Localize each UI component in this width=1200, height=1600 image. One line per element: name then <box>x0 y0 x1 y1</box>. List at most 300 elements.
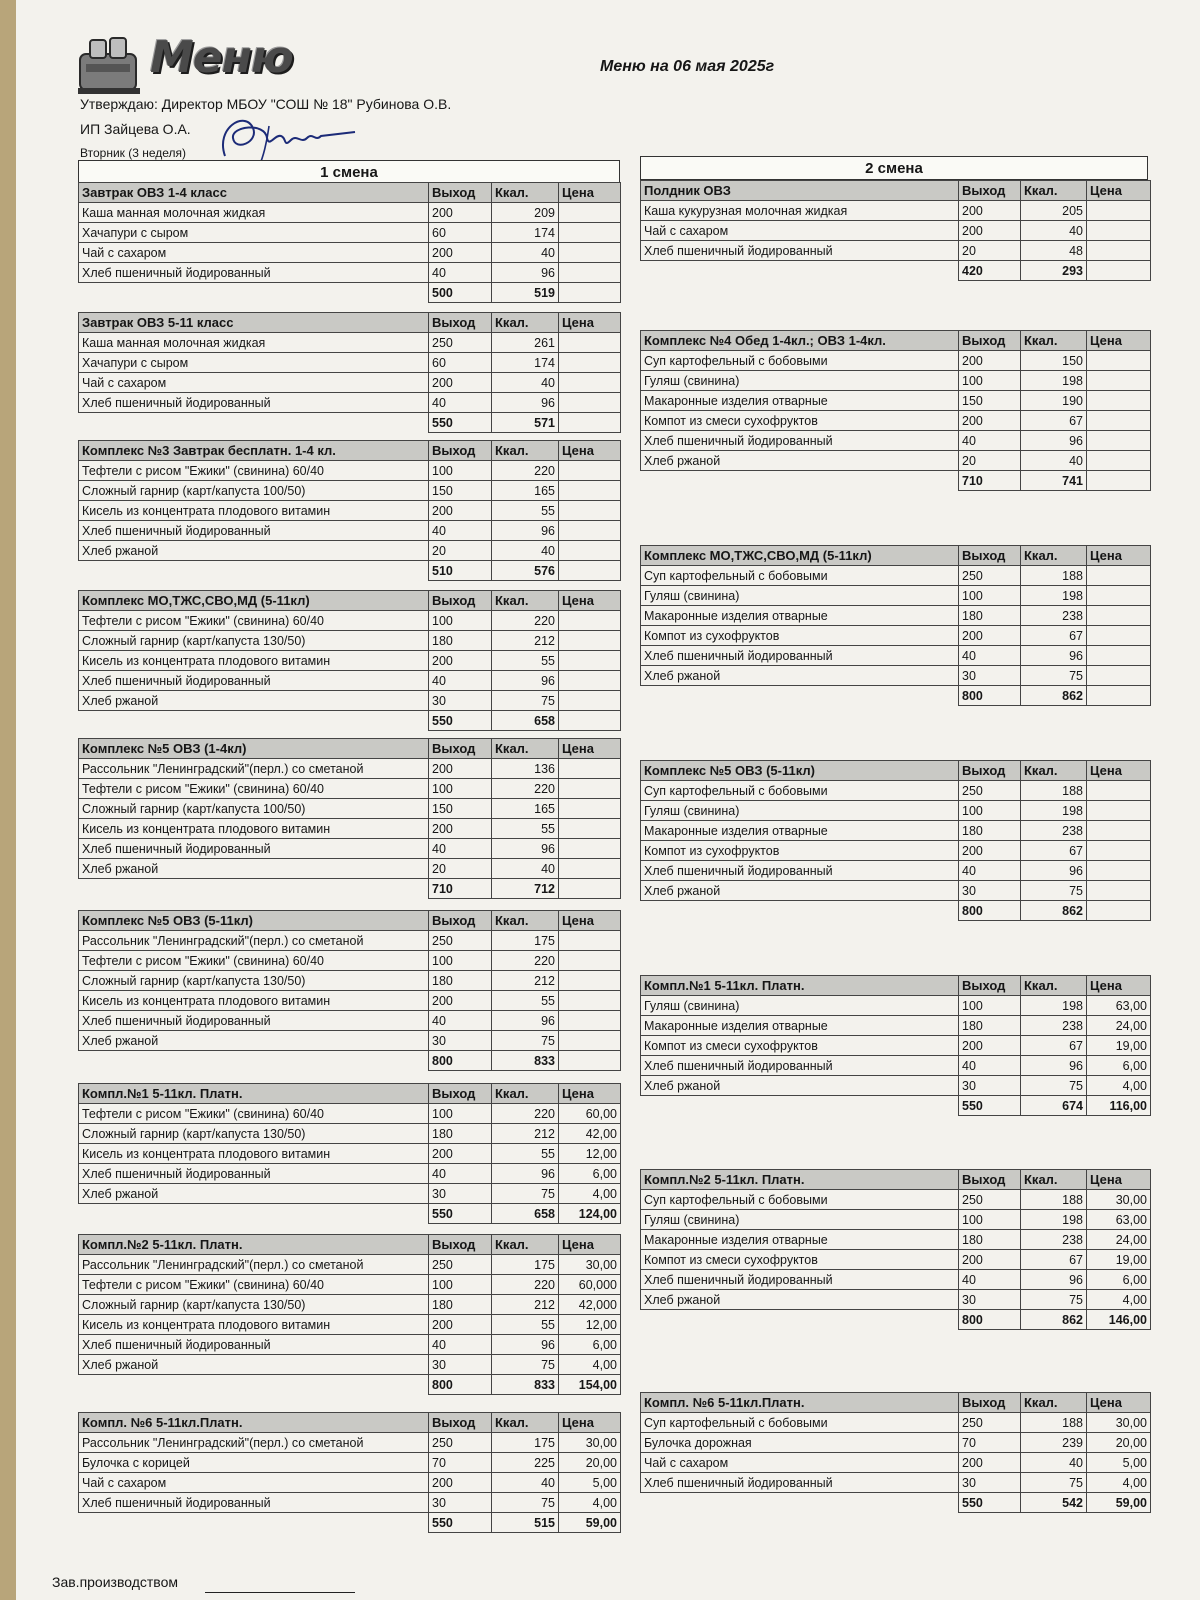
total-yield: 500 <box>429 283 492 303</box>
price-header: Цена <box>1087 1393 1151 1413</box>
dish-kcal: 175 <box>492 931 559 951</box>
dish-kcal: 205 <box>1021 201 1087 221</box>
total-price <box>1087 261 1151 281</box>
dish-price: 63,00 <box>1087 1210 1151 1230</box>
dish-yield: 100 <box>429 951 492 971</box>
table-row <box>641 626 1151 646</box>
dish-price: 4,00 <box>559 1184 621 1204</box>
table-row <box>79 971 621 991</box>
table-row <box>79 263 621 283</box>
dish-name: Суп картофельный с бобовыми <box>641 1190 959 1210</box>
dish-name: Макаронные изделия отварные <box>641 606 959 626</box>
dish-kcal: 220 <box>492 1275 559 1295</box>
dish-kcal: 96 <box>492 393 559 413</box>
dish-price <box>559 1031 621 1051</box>
block-title: Компл. №6 5-11кл.Платн. <box>79 1413 429 1433</box>
yield-header: Выход <box>959 761 1021 781</box>
table-row <box>641 996 1151 1016</box>
dish-kcal: 48 <box>1021 241 1087 261</box>
price-header: Цена <box>559 591 621 611</box>
dish-name: Рассольник "Ленинградский"(перл.) со сметаной <box>79 931 429 951</box>
dish-kcal: 188 <box>1021 1413 1087 1433</box>
total-kcal: 542 <box>1021 1493 1087 1513</box>
dish-price <box>559 333 621 353</box>
price-header: Цена <box>559 313 621 333</box>
total-kcal: 658 <box>492 711 559 731</box>
dish-name: Хлеб пшеничный йодированный <box>641 1473 959 1493</box>
dish-price <box>1087 821 1151 841</box>
menu-block <box>78 1412 621 1533</box>
total-spacer <box>79 1513 429 1533</box>
menu-table <box>640 545 1151 706</box>
dish-kcal: 67 <box>1021 626 1087 646</box>
dish-price <box>559 541 621 561</box>
total-row <box>79 711 621 731</box>
table-row <box>641 1210 1151 1230</box>
dish-name: Чай с сахаром <box>79 243 429 263</box>
dish-kcal: 55 <box>492 1144 559 1164</box>
table-row <box>641 241 1151 261</box>
menu-table <box>78 1412 621 1533</box>
dish-price: 20,00 <box>1087 1433 1151 1453</box>
dish-yield: 180 <box>959 821 1021 841</box>
yield-header: Выход <box>959 1393 1021 1413</box>
block-title: Комплекс МО,ТЖС,СВО,МД (5-11кл) <box>641 546 959 566</box>
table-row <box>641 781 1151 801</box>
total-yield: 550 <box>959 1096 1021 1116</box>
dish-yield: 250 <box>959 781 1021 801</box>
price-header: Цена <box>559 739 621 759</box>
dish-yield: 250 <box>429 931 492 951</box>
dish-kcal: 188 <box>1021 781 1087 801</box>
menu-table <box>78 440 621 581</box>
kcal-header: Ккал. <box>492 1413 559 1433</box>
block-title: Завтрак ОВЗ 5-11 класс <box>79 313 429 333</box>
dish-yield: 180 <box>959 1230 1021 1250</box>
menu-block <box>78 910 621 1071</box>
dish-price <box>1087 586 1151 606</box>
dish-price: 6,00 <box>1087 1270 1151 1290</box>
yield-header: Выход <box>429 183 492 203</box>
menu-table <box>78 738 621 899</box>
kcal-header: Ккал. <box>492 183 559 203</box>
dish-yield: 250 <box>429 333 492 353</box>
total-price <box>559 283 621 303</box>
dish-price <box>1087 221 1151 241</box>
dish-price: 60,000 <box>559 1275 621 1295</box>
dish-kcal: 238 <box>1021 821 1087 841</box>
dish-yield: 30 <box>429 1493 492 1513</box>
table-row <box>79 541 621 561</box>
dish-price: 42,00 <box>559 1124 621 1144</box>
signature <box>205 108 365 168</box>
dish-name: Кисель из концентрата плодового витамин <box>79 991 429 1011</box>
price-header: Цена <box>559 1084 621 1104</box>
total-yield: 420 <box>959 261 1021 281</box>
table-header-row <box>641 546 1151 566</box>
dish-yield: 150 <box>959 391 1021 411</box>
dish-price <box>559 203 621 223</box>
dish-name: Хлеб пшеничный йодированный <box>79 1164 429 1184</box>
dish-yield: 200 <box>429 243 492 263</box>
table-row <box>79 1295 621 1315</box>
dish-name: Хачапури с сыром <box>79 223 429 243</box>
total-spacer <box>641 471 959 491</box>
menu-table <box>78 1234 621 1395</box>
table-row <box>641 1230 1151 1250</box>
menu-block <box>78 590 621 731</box>
kcal-header: Ккал. <box>1021 331 1087 351</box>
total-spacer <box>79 1051 429 1071</box>
total-kcal: 674 <box>1021 1096 1087 1116</box>
dish-yield: 250 <box>959 1413 1021 1433</box>
yield-header: Выход <box>429 739 492 759</box>
price-header: Цена <box>1087 976 1151 996</box>
menu-block <box>78 738 621 899</box>
total-kcal: 833 <box>492 1051 559 1071</box>
table-row <box>79 1144 621 1164</box>
yield-header: Выход <box>429 1413 492 1433</box>
menu-block <box>640 760 1151 921</box>
total-price <box>559 711 621 731</box>
dish-price <box>559 759 621 779</box>
table-row <box>641 1270 1151 1290</box>
dish-kcal: 212 <box>492 971 559 991</box>
dish-kcal: 212 <box>492 631 559 651</box>
table-row <box>641 881 1151 901</box>
dish-yield: 30 <box>959 1473 1021 1493</box>
dish-yield: 20 <box>429 541 492 561</box>
table-header-row <box>79 739 621 759</box>
dish-kcal: 96 <box>492 1164 559 1184</box>
dish-kcal: 96 <box>492 521 559 541</box>
dish-name: Сложный гарнир (карт/капуста 100/50) <box>79 481 429 501</box>
table-header-row <box>79 1084 621 1104</box>
dish-kcal: 40 <box>492 243 559 263</box>
dish-name: Сложный гарнир (карт/капуста 130/50) <box>79 1124 429 1144</box>
dish-yield: 180 <box>429 631 492 651</box>
menu-table <box>78 182 621 303</box>
dish-kcal: 198 <box>1021 996 1087 1016</box>
dish-yield: 100 <box>429 461 492 481</box>
dish-name: Хлеб ржаной <box>79 1031 429 1051</box>
menu-table <box>640 760 1151 921</box>
menu-block <box>78 1234 621 1395</box>
dish-name: Рассольник "Ленинградский"(перл.) со сметаной <box>79 1433 429 1453</box>
dish-name: Компот из смеси сухофруктов <box>641 411 959 431</box>
dish-yield: 30 <box>959 881 1021 901</box>
dish-yield: 200 <box>429 1144 492 1164</box>
table-row <box>641 1036 1151 1056</box>
menu-block <box>78 440 621 581</box>
dish-kcal: 198 <box>1021 586 1087 606</box>
dish-name: Хлеб ржаной <box>641 666 959 686</box>
dish-price <box>1087 606 1151 626</box>
dish-name: Хлеб пшеничный йодированный <box>79 521 429 541</box>
dish-yield: 60 <box>429 223 492 243</box>
table-row <box>641 1016 1151 1036</box>
total-yield: 550 <box>429 1513 492 1533</box>
dish-yield: 200 <box>429 1473 492 1493</box>
table-row <box>641 841 1151 861</box>
dish-price: 24,00 <box>1087 1230 1151 1250</box>
table-row <box>641 821 1151 841</box>
dish-price <box>559 243 621 263</box>
table-row <box>79 931 621 951</box>
dish-name: Чай с сахаром <box>641 1453 959 1473</box>
table-row <box>79 203 621 223</box>
table-header-row <box>79 441 621 461</box>
menu-table <box>78 1083 621 1224</box>
dish-price <box>1087 881 1151 901</box>
contractor-line: ИП Зайцева О.А. <box>80 121 191 137</box>
dish-name: Хлеб пшеничный йодированный <box>79 263 429 283</box>
dish-kcal: 40 <box>1021 451 1087 471</box>
table-row <box>641 1056 1151 1076</box>
dish-yield: 20 <box>959 451 1021 471</box>
dish-yield: 200 <box>959 1036 1021 1056</box>
table-header-row <box>641 976 1151 996</box>
dish-kcal: 67 <box>1021 411 1087 431</box>
dish-name: Тефтели с рисом "Ежики" (свинина) 60/40 <box>79 779 429 799</box>
price-header: Цена <box>559 911 621 931</box>
total-spacer <box>79 879 429 899</box>
dish-price <box>1087 861 1151 881</box>
dish-price: 60,00 <box>559 1104 621 1124</box>
kcal-header: Ккал. <box>492 591 559 611</box>
dish-yield: 40 <box>429 1011 492 1031</box>
dish-price <box>1087 451 1151 471</box>
block-title: Комплекс №5 ОВЗ (5-11кл) <box>79 911 429 931</box>
dish-kcal: 55 <box>492 501 559 521</box>
dish-price <box>1087 201 1151 221</box>
dish-kcal: 96 <box>492 671 559 691</box>
yield-header: Выход <box>959 1170 1021 1190</box>
table-row <box>79 1104 621 1124</box>
shift2-heading: 2 смена <box>640 156 1148 180</box>
dish-name: Макаронные изделия отварные <box>641 1016 959 1036</box>
kcal-header: Ккал. <box>1021 976 1087 996</box>
dish-yield: 200 <box>959 221 1021 241</box>
dish-kcal: 198 <box>1021 801 1087 821</box>
dish-kcal: 75 <box>1021 666 1087 686</box>
block-title: Комплекс №5 ОВЗ (5-11кл) <box>641 761 959 781</box>
yield-header: Выход <box>429 1084 492 1104</box>
dish-kcal: 150 <box>1021 351 1087 371</box>
block-title: Комплекс №4 Обед 1-4кл.; ОВЗ 1-4кл. <box>641 331 959 351</box>
dish-kcal: 96 <box>492 1335 559 1355</box>
total-row <box>641 1310 1151 1330</box>
table-row <box>641 801 1151 821</box>
menu-block <box>78 1083 621 1224</box>
dish-price <box>559 691 621 711</box>
dish-name: Суп картофельный с бобовыми <box>641 1413 959 1433</box>
dish-price: 20,00 <box>559 1453 621 1473</box>
dish-price <box>1087 371 1151 391</box>
shift1-heading: 1 смена <box>78 160 620 184</box>
total-price <box>1087 471 1151 491</box>
dish-yield: 70 <box>959 1433 1021 1453</box>
dish-price: 30,00 <box>1087 1190 1151 1210</box>
dish-price <box>559 651 621 671</box>
table-row <box>641 666 1151 686</box>
dish-price <box>559 631 621 651</box>
dish-price <box>559 931 621 951</box>
total-yield: 800 <box>959 901 1021 921</box>
table-row <box>79 819 621 839</box>
dish-yield: 30 <box>429 1031 492 1051</box>
dish-yield: 250 <box>959 566 1021 586</box>
dish-price: 4,00 <box>559 1355 621 1375</box>
table-row <box>641 1250 1151 1270</box>
dish-price: 6,00 <box>559 1335 621 1355</box>
table-row <box>79 1473 621 1493</box>
dish-name: Тефтели с рисом "Ежики" (свинина) 60/40 <box>79 611 429 631</box>
dish-kcal: 212 <box>492 1124 559 1144</box>
price-header: Цена <box>1087 1170 1151 1190</box>
dish-name: Рассольник "Ленинградский"(перл.) со сметаной <box>79 759 429 779</box>
dish-name: Хлеб ржаной <box>641 1076 959 1096</box>
table-row <box>641 201 1151 221</box>
dish-yield: 200 <box>429 203 492 223</box>
dish-yield: 200 <box>959 1453 1021 1473</box>
dish-yield: 100 <box>429 611 492 631</box>
table-row <box>641 1453 1151 1473</box>
table-row <box>79 631 621 651</box>
menu-table <box>640 975 1151 1116</box>
dish-name: Каша кукурузная молочная жидкая <box>641 201 959 221</box>
dish-yield: 40 <box>429 839 492 859</box>
dish-kcal: 175 <box>492 1433 559 1453</box>
dish-name: Каша манная молочная жидкая <box>79 333 429 353</box>
dish-kcal: 96 <box>492 263 559 283</box>
dish-name: Компот из смеси сухофруктов <box>641 1036 959 1056</box>
table-row <box>641 451 1151 471</box>
total-price <box>559 413 621 433</box>
dish-price <box>559 393 621 413</box>
kcal-header: Ккал. <box>492 441 559 461</box>
dish-name: Хлеб пшеничный йодированный <box>641 1270 959 1290</box>
total-spacer <box>641 901 959 921</box>
kcal-header: Ккал. <box>492 1235 559 1255</box>
menu-table <box>78 910 621 1071</box>
dish-kcal: 209 <box>492 203 559 223</box>
table-row <box>79 223 621 243</box>
total-row <box>79 1051 621 1071</box>
table-row <box>79 461 621 481</box>
dish-price: 42,000 <box>559 1295 621 1315</box>
table-row <box>641 1473 1151 1493</box>
total-row <box>79 561 621 581</box>
block-title: Компл.№1 5-11кл. Платн. <box>79 1084 429 1104</box>
dish-yield: 200 <box>429 1315 492 1335</box>
dish-name: Хлеб пшеничный йодированный <box>79 839 429 859</box>
dish-name: Хлеб пшеничный йодированный <box>641 431 959 451</box>
total-row <box>641 1096 1151 1116</box>
dish-yield: 20 <box>429 859 492 879</box>
dish-price <box>559 991 621 1011</box>
dish-yield: 40 <box>959 1056 1021 1076</box>
total-yield: 550 <box>429 711 492 731</box>
dish-yield: 40 <box>429 521 492 541</box>
total-price <box>559 561 621 581</box>
total-kcal: 576 <box>492 561 559 581</box>
dish-kcal: 136 <box>492 759 559 779</box>
total-row <box>79 413 621 433</box>
dish-name: Хлеб пшеничный йодированный <box>79 393 429 413</box>
dish-price <box>559 481 621 501</box>
kcal-header: Ккал. <box>492 313 559 333</box>
price-header: Цена <box>1087 181 1151 201</box>
dish-kcal: 96 <box>1021 1270 1087 1290</box>
dish-price <box>1087 411 1151 431</box>
total-price: 116,00 <box>1087 1096 1151 1116</box>
dish-yield: 100 <box>959 371 1021 391</box>
block-title: Комплекс МО,ТЖС,СВО,МД (5-11кл) <box>79 591 429 611</box>
table-row <box>641 606 1151 626</box>
dish-kcal: 40 <box>492 1473 559 1493</box>
dish-yield: 150 <box>429 799 492 819</box>
table-row <box>641 1076 1151 1096</box>
table-row <box>79 1011 621 1031</box>
dish-kcal: 220 <box>492 611 559 631</box>
table-row <box>641 1190 1151 1210</box>
kcal-header: Ккал. <box>492 739 559 759</box>
dish-name: Тефтели с рисом "Ежики" (свинина) 60/40 <box>79 461 429 481</box>
total-row <box>641 471 1151 491</box>
dish-yield: 100 <box>959 586 1021 606</box>
table-row <box>79 1493 621 1513</box>
dish-yield: 180 <box>429 1295 492 1315</box>
dish-yield: 100 <box>959 801 1021 821</box>
total-kcal: 293 <box>1021 261 1087 281</box>
dish-yield: 40 <box>429 671 492 691</box>
table-row <box>641 646 1151 666</box>
total-row <box>79 283 621 303</box>
dish-name: Чай с сахаром <box>79 373 429 393</box>
dish-name: Гуляш (свинина) <box>641 996 959 1016</box>
total-row <box>641 261 1151 281</box>
dish-yield: 180 <box>959 606 1021 626</box>
dish-yield: 40 <box>959 1270 1021 1290</box>
total-price <box>559 879 621 899</box>
yield-header: Выход <box>959 181 1021 201</box>
table-row <box>641 1433 1151 1453</box>
dish-yield: 200 <box>959 411 1021 431</box>
menu-block <box>640 330 1151 491</box>
table-row <box>79 859 621 879</box>
dish-yield: 100 <box>429 779 492 799</box>
dish-name: Хлеб ржаной <box>79 1184 429 1204</box>
dish-price: 24,00 <box>1087 1016 1151 1036</box>
dish-name: Макаронные изделия отварные <box>641 1230 959 1250</box>
dish-kcal: 40 <box>492 373 559 393</box>
dish-price <box>1087 566 1151 586</box>
total-spacer <box>79 561 429 581</box>
dish-name: Суп картофельный с бобовыми <box>641 566 959 586</box>
dish-yield: 30 <box>429 1355 492 1375</box>
dish-kcal: 238 <box>1021 1230 1087 1250</box>
dish-yield: 200 <box>959 351 1021 371</box>
dish-name: Кисель из концентрата плодового витамин <box>79 1144 429 1164</box>
dish-price: 4,00 <box>1087 1076 1151 1096</box>
dish-price: 6,00 <box>1087 1056 1151 1076</box>
dish-price <box>559 839 621 859</box>
menu-block <box>640 1169 1151 1330</box>
table-header-row <box>641 331 1151 351</box>
dish-kcal: 165 <box>492 481 559 501</box>
total-price: 124,00 <box>559 1204 621 1224</box>
